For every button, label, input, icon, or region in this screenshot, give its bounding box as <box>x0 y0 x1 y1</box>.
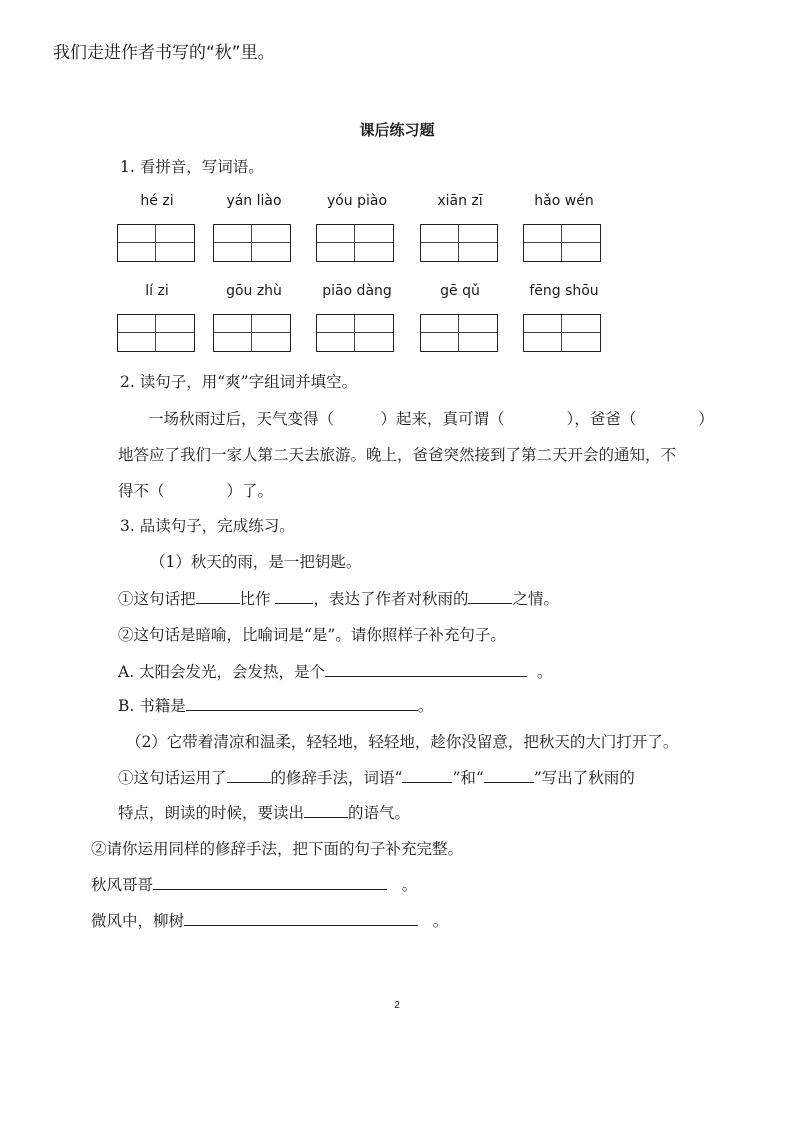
pinyin-1-3: yóu piào <box>326 193 388 209</box>
answer-blank[interactable] <box>184 910 418 926</box>
writing-grid[interactable] <box>420 314 498 352</box>
q2-line-1: 一场秋雨过后，天气变得（ ）起来，真可谓（ ），爸爸（ ） <box>148 410 714 428</box>
text: ①这句话运用了 <box>118 769 227 787</box>
writing-grid[interactable] <box>213 224 291 262</box>
text: 。 <box>401 876 418 894</box>
text: ”和“ <box>452 769 484 787</box>
pinyin-2-5: fēng shōu <box>529 283 599 299</box>
writing-grid[interactable] <box>213 314 291 352</box>
q3-2-item-a-line2 <box>118 801 410 823</box>
page-title: 课后练习题 <box>359 121 435 139</box>
q3-sentence-1: （1）秋天的雨，是一把钥匙。 <box>150 553 362 571</box>
q3-1-item-b-A <box>118 660 552 682</box>
q3-1-item-a <box>118 587 559 609</box>
pinyin-2-4: gē qǔ <box>440 283 480 299</box>
answer-blank[interactable] <box>153 874 387 890</box>
text: 特点，朗读的时候，要读出 <box>118 804 305 822</box>
text: 比作 <box>239 590 271 608</box>
writing-grid[interactable] <box>420 224 498 262</box>
pinyin-1-2: yán liào <box>226 193 282 209</box>
writing-grid[interactable] <box>117 314 195 352</box>
q3-sentence-2: （2）它带着清凉和温柔，轻轻地，轻轻地，趁你没留意，把秋天的大门打开了。 <box>126 733 679 751</box>
page-number: 2 <box>394 1000 400 1011</box>
writing-grid[interactable] <box>523 224 601 262</box>
text: 的修辞手法，词语“ <box>270 769 403 787</box>
q3-prompt: 3. 品读句子，完成练习。 <box>120 517 295 535</box>
pinyin-2-2: gōu zhù <box>226 283 282 299</box>
answer-blank[interactable] <box>484 767 534 783</box>
writing-grid[interactable] <box>523 314 601 352</box>
writing-grid[interactable] <box>117 224 195 262</box>
text: 微风中，柳树 <box>91 912 185 930</box>
text: 之情。 <box>512 590 559 608</box>
text: 。 <box>536 663 553 681</box>
text: B. 书籍是 <box>118 697 186 715</box>
q2-prompt: 2. 读句子，用“爽”字组词并填空。 <box>120 373 358 391</box>
answer-blank[interactable] <box>402 767 452 783</box>
text: ”写出了秋雨的 <box>533 769 635 787</box>
pinyin-1-5: hǎo wén <box>534 193 594 209</box>
pinyin-2-3: piāo dàng <box>322 283 392 299</box>
pinyin-1-4: xiān zī <box>437 193 483 209</box>
text: 的语气。 <box>348 804 411 822</box>
pinyin-2-1: lí zi <box>145 283 169 299</box>
q2-line-3: 得不（ ）了。 <box>118 482 274 500</box>
q3-2-item-b-1 <box>91 873 417 895</box>
writing-grid[interactable] <box>316 224 394 262</box>
q3-2-item-b-2 <box>91 909 448 931</box>
answer-blank[interactable] <box>304 802 348 818</box>
text: ，表达了作者对秋雨的 <box>313 590 469 608</box>
text: 。 <box>432 912 449 930</box>
q2-line-2: 地答应了我们一家人第二天去旅游。晚上，爸爸突然接到了第二天开会的通知，不 <box>118 446 677 464</box>
answer-blank[interactable] <box>227 767 271 783</box>
q1-prompt: 1. 看拼音，写词语。 <box>120 158 264 176</box>
text: A. 太阳会发光，会发热，是个 <box>118 663 326 681</box>
answer-blank[interactable] <box>275 588 313 604</box>
q3-2-item-a-line1 <box>118 766 635 788</box>
text: 。 <box>417 697 434 715</box>
writing-grid[interactable] <box>316 314 394 352</box>
answer-blank[interactable] <box>468 588 512 604</box>
text: ①这句话把 <box>118 590 196 608</box>
answer-blank[interactable] <box>196 588 240 604</box>
answer-blank[interactable] <box>186 695 418 711</box>
answer-blank[interactable] <box>325 661 527 677</box>
pinyin-1-1: hé zi <box>140 193 174 209</box>
q3-1-item-b: ②这句话是暗喻，比喻词是“是”。请你照样子补充句子。 <box>118 626 506 644</box>
q3-1-item-b-B <box>118 694 433 716</box>
q3-2-item-b: ②请你运用同样的修辞手法，把下面的句子补充完整。 <box>91 840 464 858</box>
text: 秋风哥哥 <box>91 876 154 894</box>
intro-line: 我们走进作者书写的“秋”里。 <box>53 43 275 63</box>
